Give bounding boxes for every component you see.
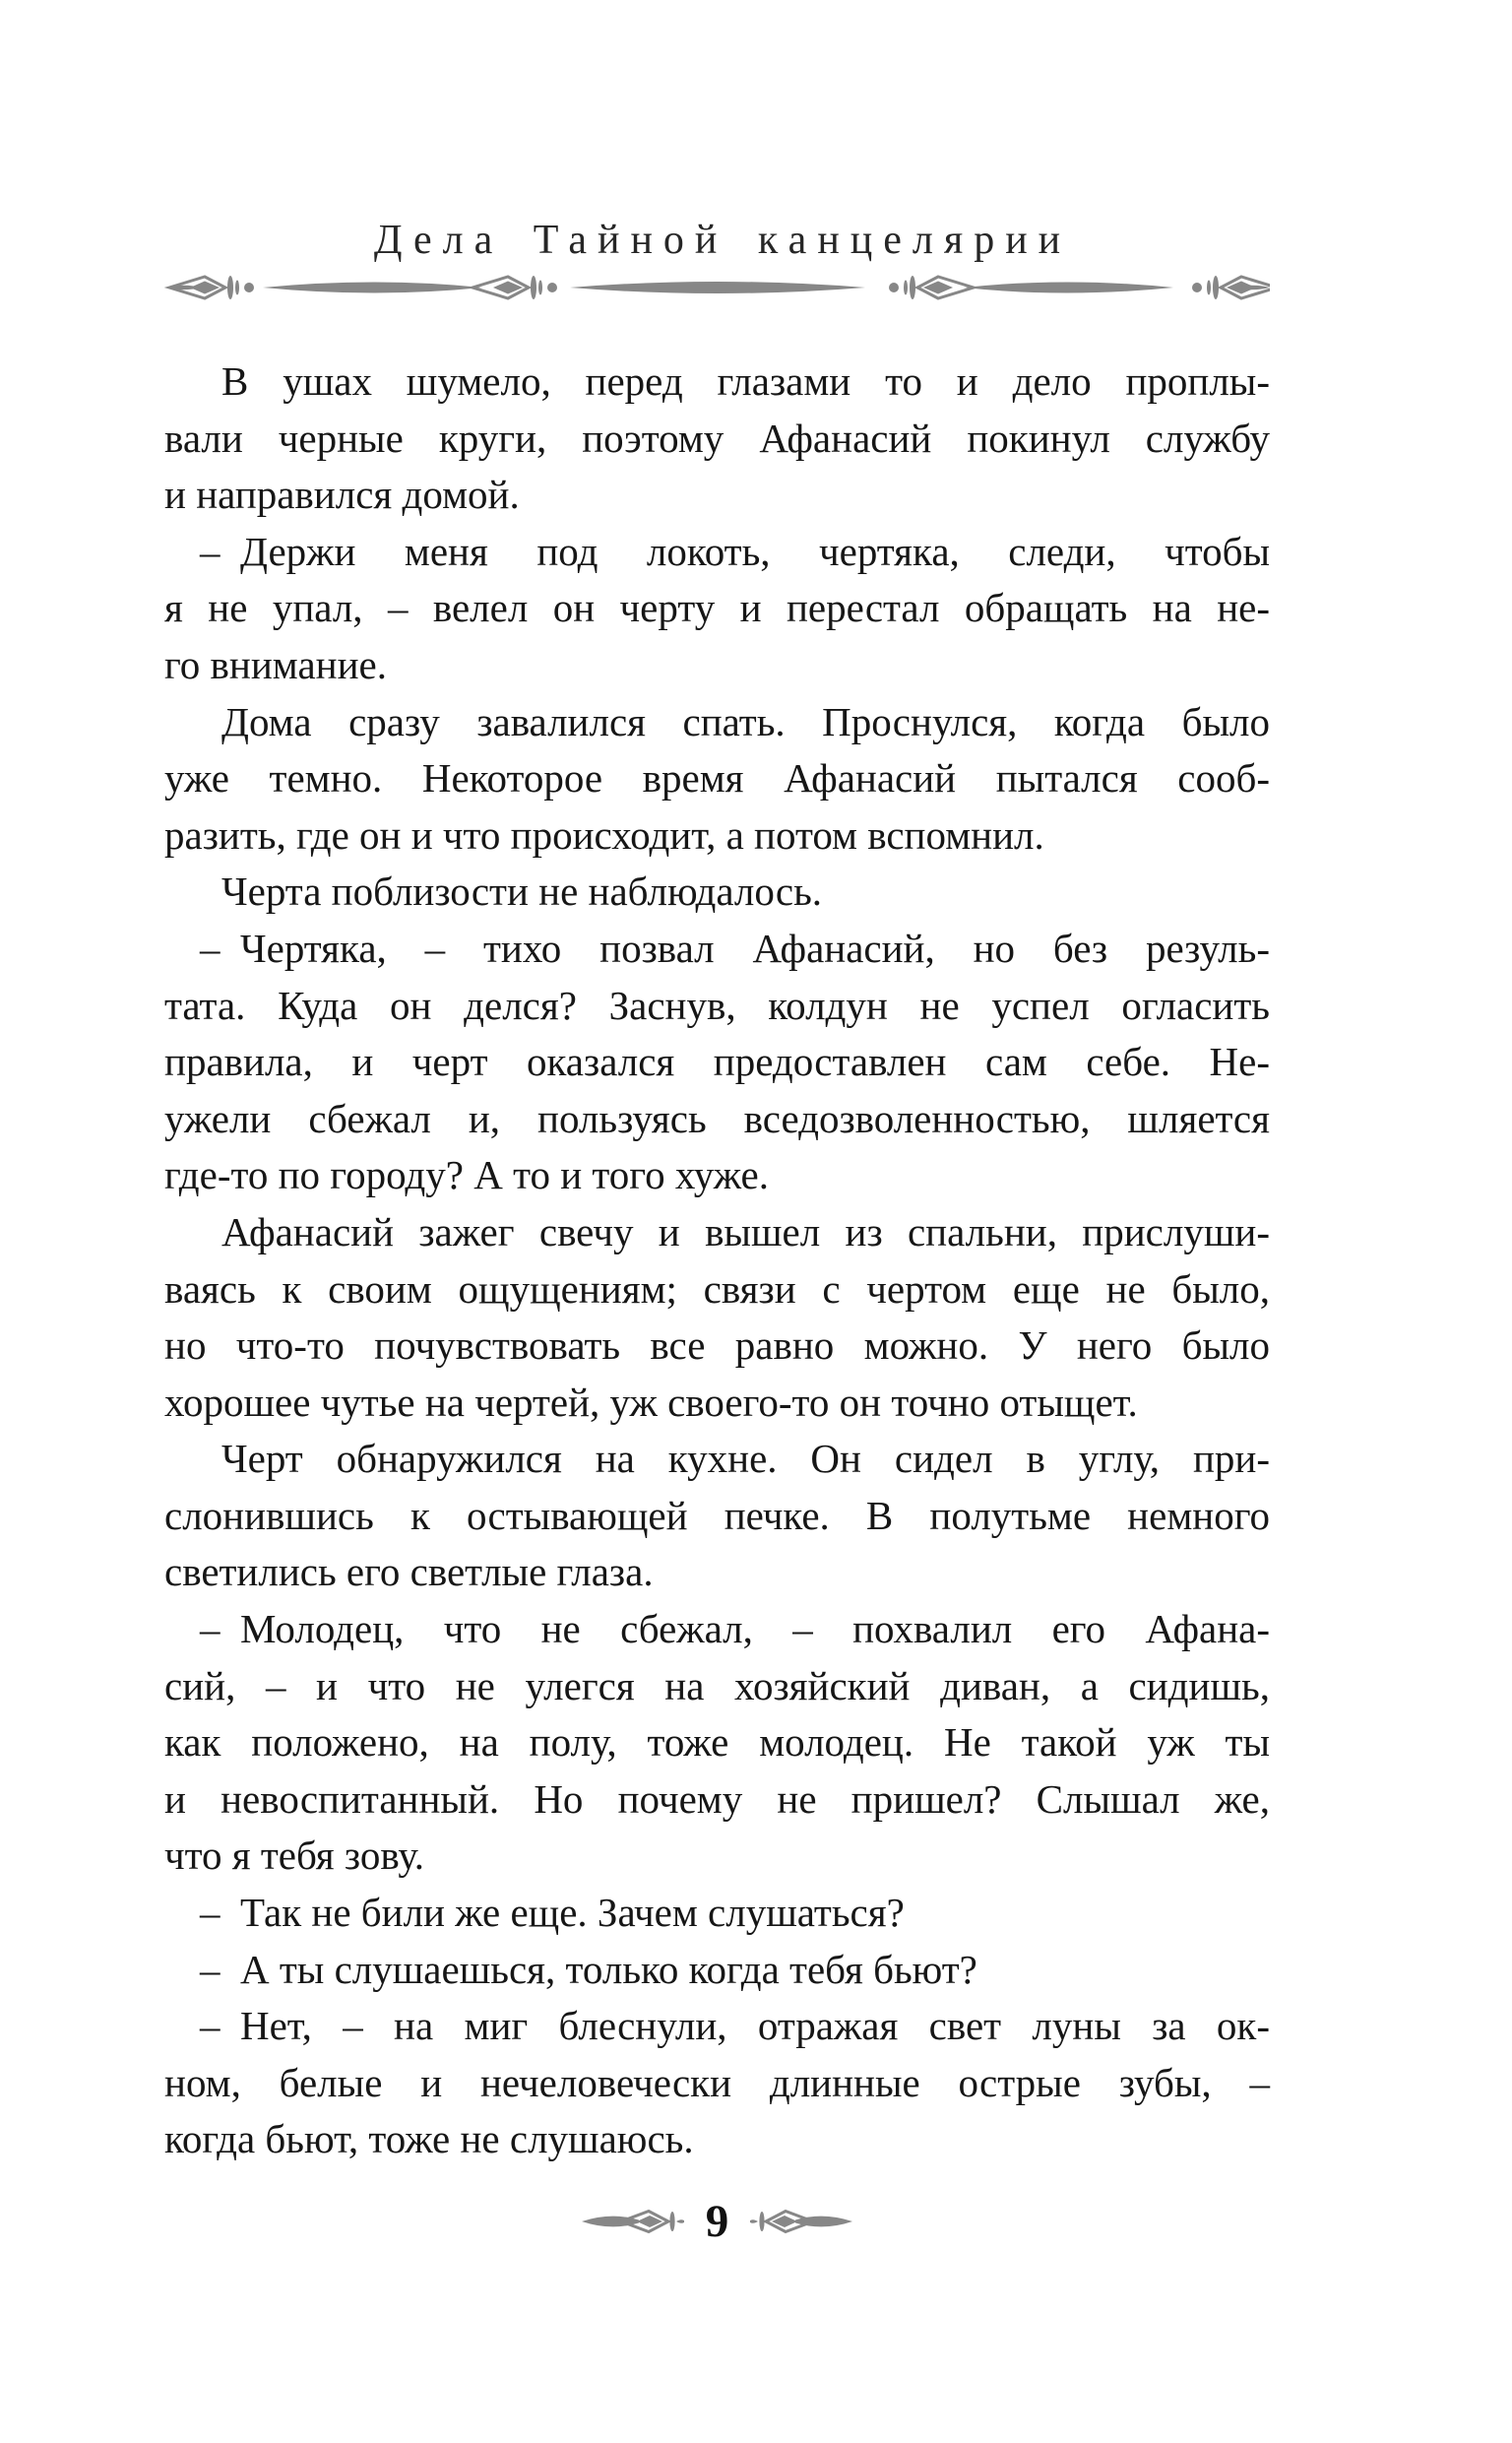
text-line: разить, где он и что происходит, а потом вспомнил. <box>164 811 1044 858</box>
text-line: тата. Куда он делся? Заснув, колдун не успел огласить <box>164 982 1270 1028</box>
text-line: Афанасий зажег свечу и вышел из спальни, прислуши- <box>221 1208 1270 1254</box>
text-line: – Чертяка, – тихо позвал Афанасий, но без резуль- <box>200 925 1270 971</box>
text-line: я не упал, – велел он черту и перестал обращать на не- <box>164 585 1270 631</box>
running-head-title: Дела Тайной канцелярии <box>373 218 1072 263</box>
text-line: – Молодец, что не сбежал, – похвалил его Афана- <box>200 1606 1270 1652</box>
text-line: Дома сразу завалился спать. Проснулся, когда было <box>221 698 1270 744</box>
text-line: что я тебя зову. <box>164 1832 424 1879</box>
text-line: как положено, на полу, тоже молодец. Не такой уж ты <box>164 1719 1270 1766</box>
footer-ornament-right <box>750 2205 852 2238</box>
text-line: – Держи меня под локоть, чертяка, следи, чтобы <box>200 528 1270 574</box>
text-line: – Так не били же еще. Зачем слушаться? <box>200 1890 905 1936</box>
header-ornament-divider <box>164 268 1270 307</box>
page-text <box>164 354 1270 2168</box>
text-line: но что-то почувствовать все равно можно. У него было <box>164 1322 1270 1369</box>
text-line: Черта поблизости не наблюдалось. <box>221 868 823 915</box>
text-line: светились его светлые глаза. <box>164 1549 654 1595</box>
text-line: слонившись к остывающей печке. В полутьме немного <box>164 1492 1270 1538</box>
page-number: 9 <box>705 2195 729 2247</box>
text-line: В ушах шумело, перед глазами то и дело проплы- <box>221 358 1270 404</box>
text-line: где-то по городу? А то и того хуже. <box>164 1152 769 1198</box>
text-line: вали черные круги, поэтому Афанасий покинул службу <box>164 415 1270 461</box>
footer-ornament-left <box>582 2205 684 2238</box>
text-line: и направился домой. <box>164 472 520 518</box>
text-line: правила, и черт оказался предоставлен сам себе. Не- <box>164 1039 1270 1085</box>
page-footer <box>164 2194 1270 2249</box>
text-line: хорошее чутье на чертей, уж своего-то он точно отыщет. <box>164 1379 1138 1425</box>
text-line: сий, – и что не улегся на хозяйский диван, а сидишь, <box>164 1662 1270 1708</box>
text-line: уже темно. Некоторое время Афанасий пытался сооб- <box>164 755 1270 802</box>
text-line: ужели сбежал и, пользуясь вседозволенностью, шляется <box>164 1095 1270 1141</box>
text-line: – А ты слушаешься, только когда тебя бьют? <box>200 1946 977 1992</box>
text-line: Черт обнаружился на кухне. Он сидел в углу, при- <box>221 1436 1270 1482</box>
text-line: го внимание. <box>164 641 387 687</box>
text-line: – Нет, – на миг блеснули, отражая свет луны за ок- <box>200 2003 1270 2049</box>
text-line: и невоспитанный. Но почему не пришел? Слышал же, <box>164 1775 1270 1822</box>
text-line: когда бьют, тоже не слушаюсь. <box>164 2116 694 2162</box>
text-line: ваясь к своим ощущениям; связи с чертом еще не было, <box>164 1265 1270 1312</box>
text-line: ном, белые и нечеловечески длинные острые зубы, – <box>164 2059 1270 2105</box>
